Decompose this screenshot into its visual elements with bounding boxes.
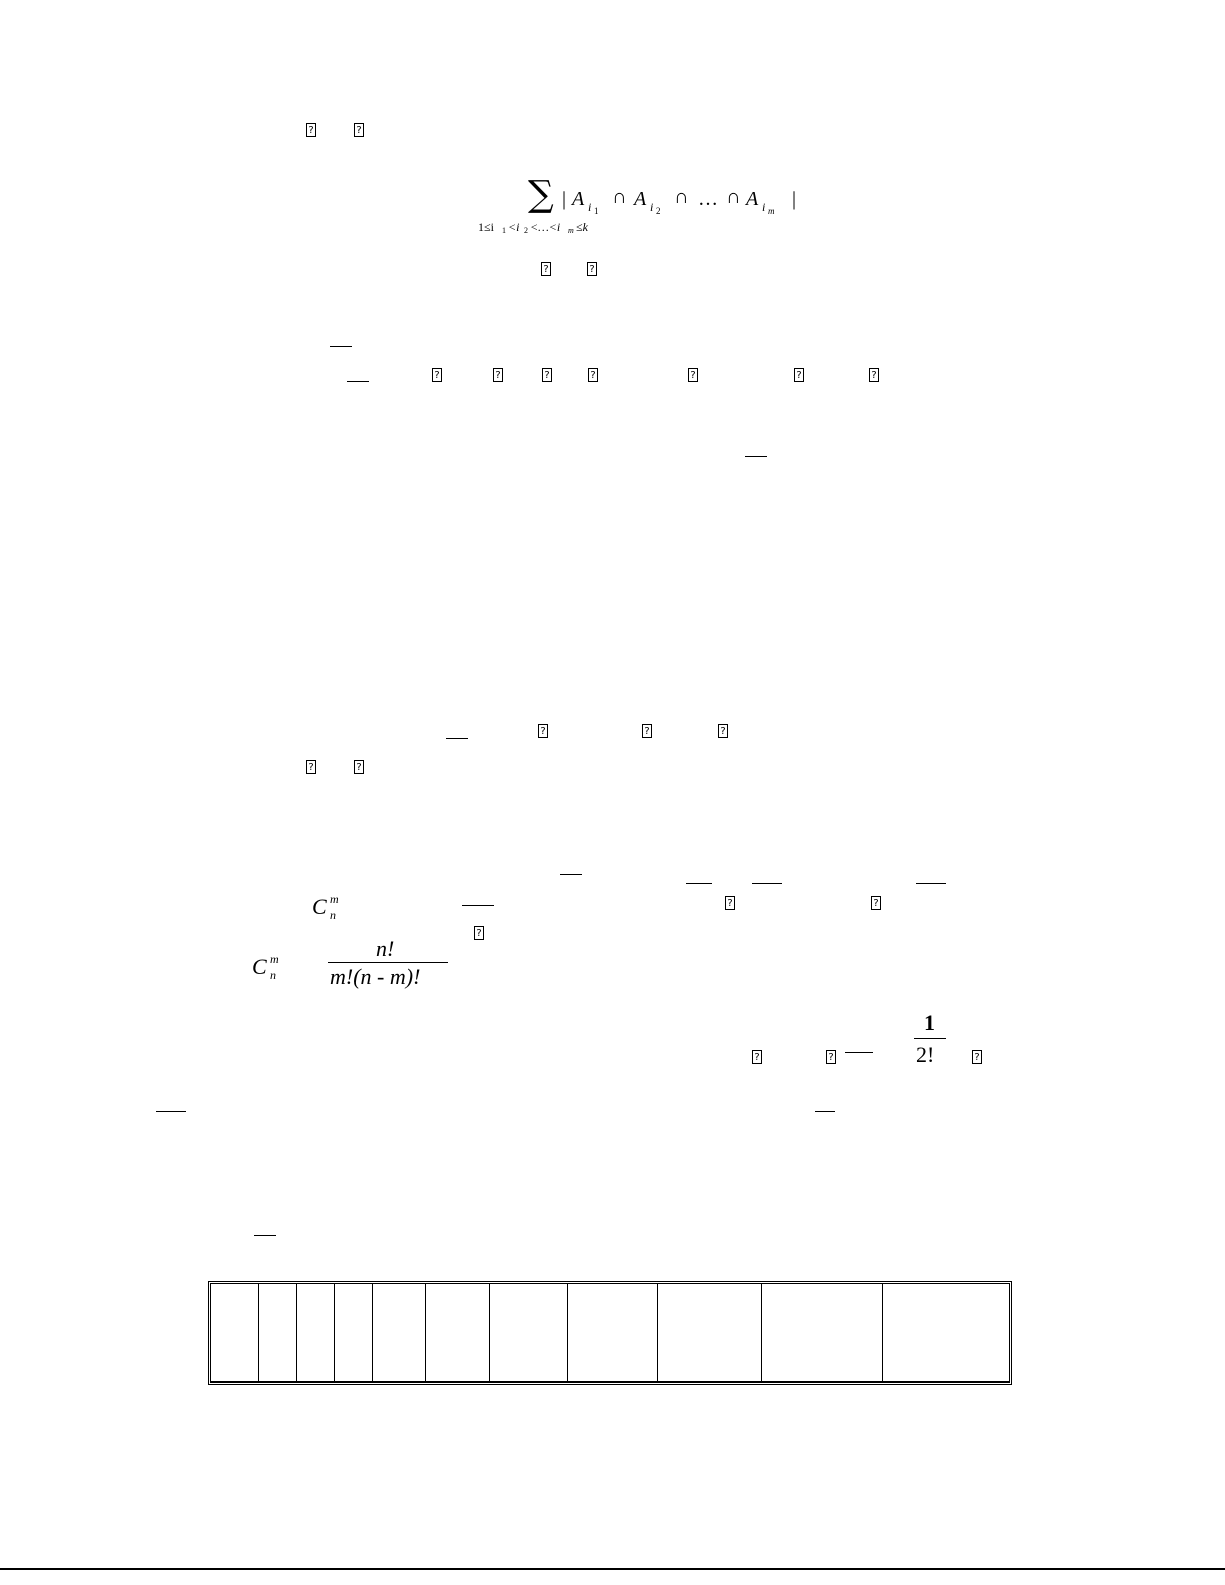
comb-sub: n xyxy=(270,968,276,982)
missing-glyph: ? xyxy=(354,760,364,774)
ellipsis: … xyxy=(698,188,718,210)
comb-sup: m xyxy=(330,892,339,906)
missing-glyph: ? xyxy=(725,896,735,910)
overbar xyxy=(686,883,712,884)
sub-m: m xyxy=(768,206,775,216)
abs-bar: | xyxy=(562,188,567,210)
missing-glyph: ? xyxy=(541,262,551,276)
sum-range-sub2: 2 xyxy=(524,226,528,235)
missing-glyph: ? xyxy=(794,368,804,382)
table-cell xyxy=(335,1284,373,1382)
set-am: A xyxy=(746,188,759,210)
cap-symbol: ∩ xyxy=(674,186,689,208)
missing-glyph: ? xyxy=(871,896,881,910)
sub-2: 2 xyxy=(656,206,661,216)
set-a1: A xyxy=(572,188,585,210)
cap-symbol: ∩ xyxy=(612,186,627,208)
missing-glyph: ? xyxy=(869,368,879,382)
overbar xyxy=(560,874,582,875)
fraction-denominator: 2! xyxy=(916,1042,935,1067)
sum-range-mid: <…<i xyxy=(530,220,561,234)
summation-formula xyxy=(478,174,808,240)
overbar xyxy=(347,381,369,382)
sub-i2: i xyxy=(650,200,654,214)
table-cell xyxy=(883,1284,1009,1382)
missing-glyph: ? xyxy=(542,368,552,382)
combination-formula xyxy=(252,936,462,990)
page-bottom-rule xyxy=(0,1568,1225,1570)
table-cell xyxy=(762,1284,882,1382)
sub-i1: i xyxy=(588,200,592,214)
missing-glyph: ? xyxy=(642,724,652,738)
overbar xyxy=(845,1052,873,1053)
overbar xyxy=(156,1111,186,1112)
missing-glyph: ? xyxy=(587,262,597,276)
overbar xyxy=(330,346,352,347)
comb-c: C xyxy=(252,954,267,979)
missing-glyph: ? xyxy=(474,926,484,940)
overbar xyxy=(916,883,946,884)
sub-im: i xyxy=(762,200,766,214)
missing-glyph: ? xyxy=(688,368,698,382)
table-cell xyxy=(259,1284,297,1382)
fraction-denominator: m!(n - m)! xyxy=(330,964,421,989)
missing-glyph: ? xyxy=(538,724,548,738)
missing-glyph: ? xyxy=(972,1050,982,1064)
fraction-numerator: n! xyxy=(376,936,395,961)
comb-sup: m xyxy=(270,952,279,966)
comb-c: C xyxy=(312,894,327,919)
sum-range-start: 1≤i xyxy=(478,220,494,234)
cap-symbol: ∩ xyxy=(726,186,741,208)
fraction-numerator: 1 xyxy=(924,1010,935,1035)
overbar xyxy=(815,1111,835,1112)
factorial-fraction xyxy=(912,1010,952,1070)
missing-glyph: ? xyxy=(718,724,728,738)
table-cell xyxy=(297,1284,335,1382)
combination-symbol xyxy=(312,894,352,924)
table-cell xyxy=(426,1284,490,1382)
overbar xyxy=(254,1235,276,1236)
missing-glyph: ? xyxy=(354,123,364,137)
overbar xyxy=(745,456,767,457)
sum-range-sub1: 1 xyxy=(502,226,506,235)
overbar xyxy=(752,883,782,884)
fraction-line xyxy=(328,962,448,963)
table-cell xyxy=(373,1284,425,1382)
missing-glyph: ? xyxy=(432,368,442,382)
missing-glyph: ? xyxy=(826,1050,836,1064)
table-row xyxy=(211,1284,1009,1382)
overbar xyxy=(446,738,468,739)
missing-glyph: ? xyxy=(306,123,316,137)
missing-glyph: ? xyxy=(588,368,598,382)
set-a2: A xyxy=(634,188,647,210)
missing-glyph: ? xyxy=(752,1050,762,1064)
sum-range-end: ≤k xyxy=(576,220,588,234)
missing-glyph: ? xyxy=(306,760,316,774)
data-table xyxy=(208,1281,1012,1385)
fraction-line xyxy=(914,1038,946,1039)
table-cell xyxy=(490,1284,568,1382)
comb-sub: n xyxy=(330,908,336,922)
overbar xyxy=(462,905,494,906)
abs-bar: | xyxy=(792,188,797,210)
table-cell xyxy=(568,1284,658,1382)
table-cell xyxy=(658,1284,762,1382)
table-cell xyxy=(211,1284,259,1382)
sigma-symbol: ∑ xyxy=(528,174,554,215)
missing-glyph: ? xyxy=(493,368,503,382)
sum-range-subm: m xyxy=(568,226,574,235)
sum-range-lt1: <i xyxy=(508,220,520,234)
sub-1: 1 xyxy=(594,206,599,216)
